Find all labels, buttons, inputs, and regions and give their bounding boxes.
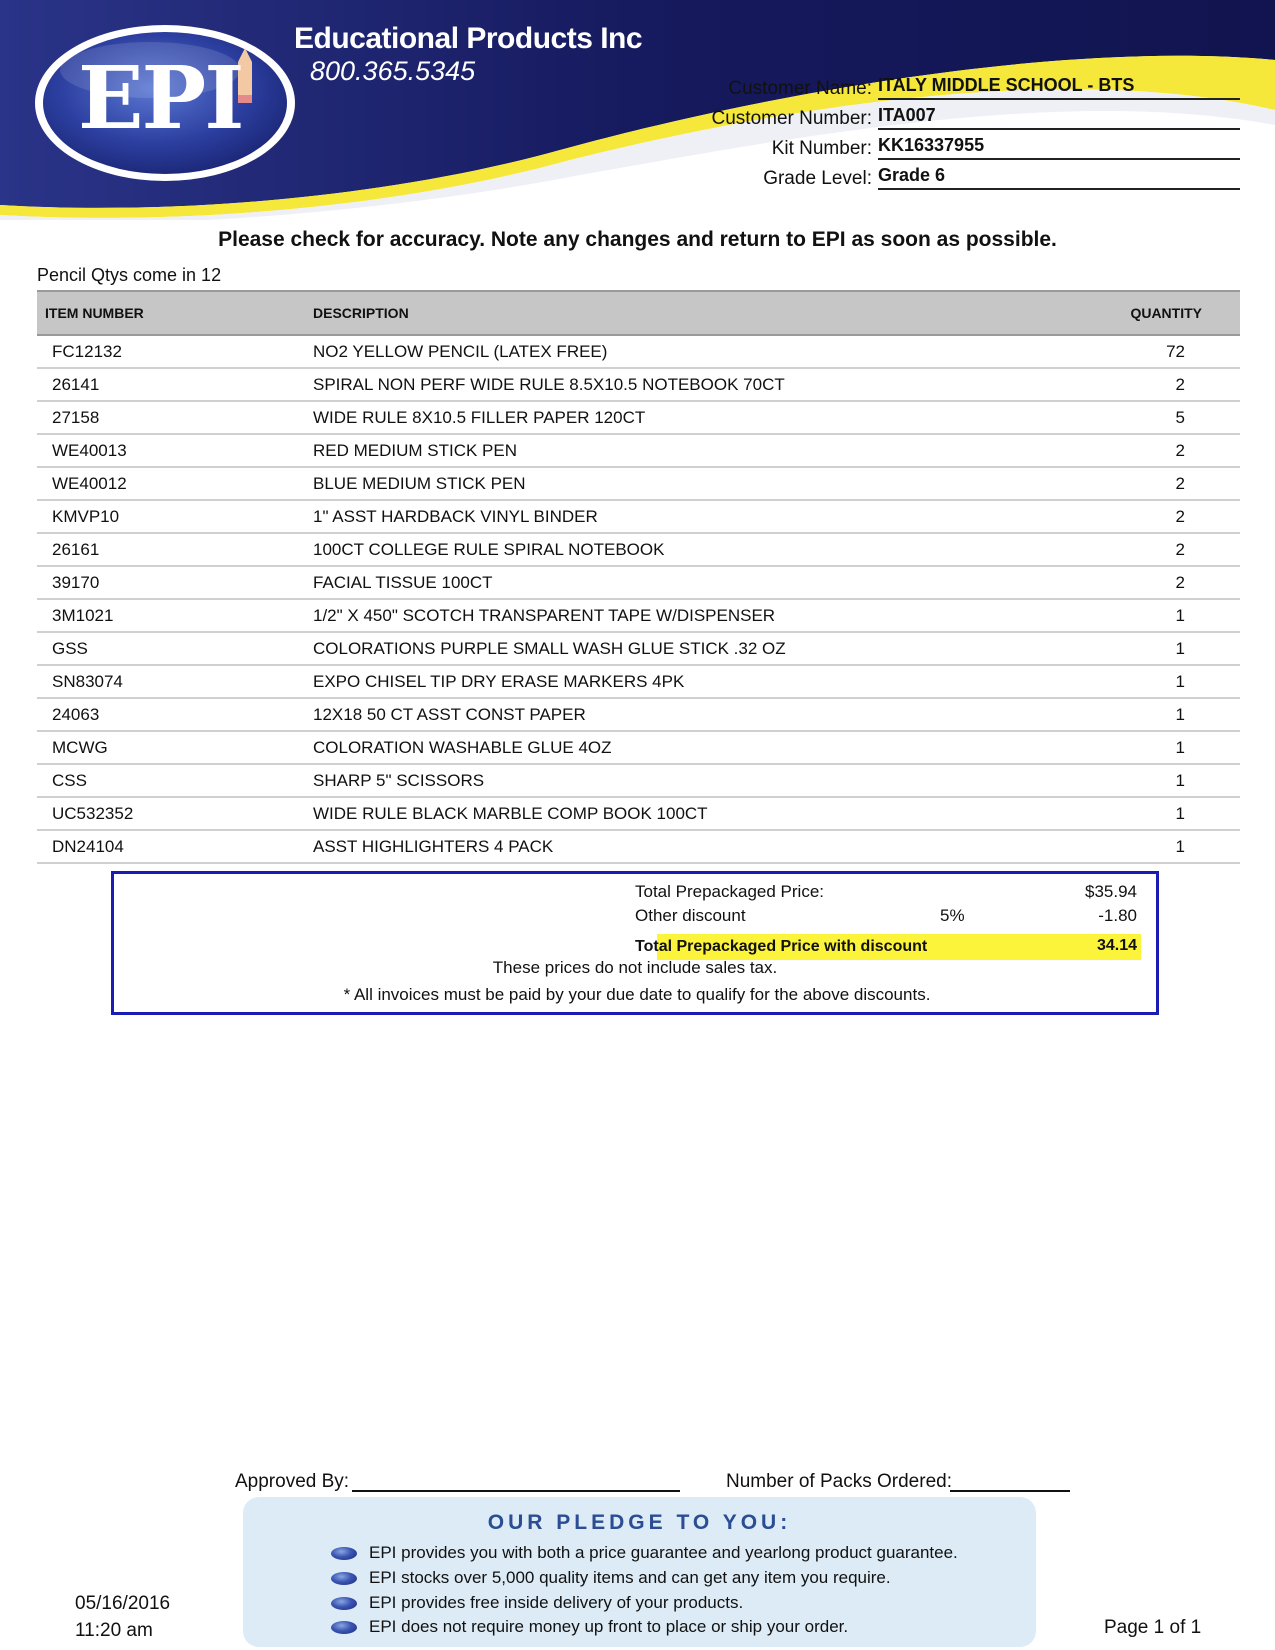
bullet-icon <box>331 1572 357 1585</box>
packs-ordered-label: Number of Packs Ordered: <box>726 1471 952 1492</box>
final-total-label: Total Prepackaged Price with discount <box>635 938 928 955</box>
description-cell: NO2 YELLOW PENCIL (LATEX FREE) <box>313 335 1066 368</box>
pledge-item-text: EPI does not require money up front to place or ship your order. <box>369 1617 849 1636</box>
quantity-cell: 72 <box>1066 335 1240 368</box>
items-table-body <box>37 335 1240 863</box>
bullet-icon <box>331 1621 357 1634</box>
customer-name-row <box>640 70 1240 100</box>
table-row <box>37 434 1240 467</box>
discount-value: -1.80 <box>1098 906 1137 925</box>
grade-level-row <box>640 160 1240 190</box>
quantity-cell: 2 <box>1066 434 1240 467</box>
description-cell: WIDE RULE 8X10.5 FILLER PAPER 120CT <box>313 401 1066 434</box>
item-number-cell: KMVP10 <box>37 500 313 533</box>
item-number-cell: DN24104 <box>37 830 313 863</box>
quantity-cell: 1 <box>1066 764 1240 797</box>
table-row <box>37 500 1240 533</box>
quantity-cell: 1 <box>1066 698 1240 731</box>
quantity-cell: 2 <box>1066 368 1240 401</box>
print-date: 05/16/2016 <box>75 1593 171 1614</box>
item-number-cell: MCWG <box>37 731 313 764</box>
quantity-cell: 1 <box>1066 731 1240 764</box>
table-row <box>37 533 1240 566</box>
header-description: DESCRIPTION <box>313 305 409 321</box>
approved-by-label: Approved By: <box>235 1471 350 1492</box>
item-number-cell: 26161 <box>37 533 313 566</box>
discount-percent: 5% <box>940 906 965 925</box>
discount-label: Other discount <box>635 906 746 925</box>
header-banner <box>0 0 1275 220</box>
table-row <box>37 368 1240 401</box>
print-time: 11:20 am <box>75 1620 153 1641</box>
item-number-cell: 24063 <box>37 698 313 731</box>
description-cell: FACIAL TISSUE 100CT <box>313 566 1066 599</box>
quantity-cell: 2 <box>1066 467 1240 500</box>
kit-number-row <box>640 130 1240 160</box>
items-table <box>37 290 1240 864</box>
pledge-box <box>243 1497 1036 1647</box>
description-cell: 12X18 50 CT ASST CONST PAPER <box>313 698 1066 731</box>
invoice-note: * All invoices must be paid by your due date to qualify for the above discounts. <box>343 985 931 1004</box>
table-row <box>37 764 1240 797</box>
item-number-cell: 39170 <box>37 566 313 599</box>
quantity-cell: 1 <box>1066 599 1240 632</box>
item-number-cell: 3M1021 <box>37 599 313 632</box>
description-cell: BLUE MEDIUM STICK PEN <box>313 467 1066 500</box>
table-row <box>37 698 1240 731</box>
table-header-row <box>37 291 1240 335</box>
customer-number-row <box>640 100 1240 130</box>
accuracy-notice: Please check for accuracy. Note any changes and return to EPI as soon as possible. <box>218 228 1057 251</box>
page-number: Page 1 of 1 <box>1104 1617 1202 1638</box>
quantity-cell: 2 <box>1066 533 1240 566</box>
description-cell: 1" ASST HARDBACK VINYL BINDER <box>313 500 1066 533</box>
customer-number-value: ITA007 <box>878 103 1240 130</box>
description-cell: COLORATIONS PURPLE SMALL WASH GLUE STICK .32 OZ <box>313 632 1066 665</box>
header-item-number: ITEM NUMBER <box>45 305 144 321</box>
item-number-cell: UC532352 <box>37 797 313 830</box>
customer-name-label: Customer Name: <box>728 78 872 99</box>
bullet-icon <box>331 1547 357 1560</box>
final-total-value: 34.14 <box>1096 937 1137 954</box>
table-row <box>37 797 1240 830</box>
logo-text: EPI <box>78 48 243 149</box>
item-number-cell: SN83074 <box>37 665 313 698</box>
table-row <box>37 401 1240 434</box>
table-row <box>37 335 1240 368</box>
quantity-cell: 1 <box>1066 830 1240 863</box>
kit-number-value: KK16337955 <box>878 133 1240 160</box>
table-row <box>37 830 1240 863</box>
description-cell: RED MEDIUM STICK PEN <box>313 434 1066 467</box>
item-number-cell: 26141 <box>37 368 313 401</box>
item-number-cell: FC12132 <box>37 335 313 368</box>
grade-level-label: Grade Level: <box>763 168 872 189</box>
pledge-item <box>331 1593 743 1613</box>
pledge-item-text: EPI provides free inside delivery of your products. <box>369 1593 744 1612</box>
totals-box <box>111 871 1159 1015</box>
pledge-title: OUR PLEDGE TO YOU: <box>487 1511 792 1534</box>
grade-level-value: Grade 6 <box>878 163 1240 190</box>
customer-name-value: ITALY MIDDLE SCHOOL - BTS <box>878 73 1240 100</box>
item-number-cell: 27158 <box>37 401 313 434</box>
description-cell: 100CT COLLEGE RULE SPIRAL NOTEBOOK <box>313 533 1066 566</box>
customer-number-label: Customer Number: <box>711 108 872 129</box>
approved-by-line[interactable] <box>352 1490 680 1492</box>
item-number-cell: GSS <box>37 632 313 665</box>
item-number-cell: WE40012 <box>37 467 313 500</box>
pledge-item <box>331 1543 958 1563</box>
item-number-cell: WE40013 <box>37 434 313 467</box>
table-row <box>37 731 1240 764</box>
table-row <box>37 467 1240 500</box>
kit-number-label: Kit Number: <box>771 138 872 159</box>
print-datetime <box>75 1590 170 1644</box>
customer-info <box>640 70 1240 190</box>
packs-ordered-line[interactable] <box>950 1490 1070 1492</box>
item-number-cell: CSS <box>37 764 313 797</box>
total-price-label: Total Prepackaged Price: <box>635 882 824 901</box>
pledge-item-text: EPI provides you with both a price guarantee and yearlong product guarantee. <box>369 1543 958 1562</box>
description-cell: COLORATION WASHABLE GLUE 4OZ <box>313 731 1066 764</box>
quantity-cell: 1 <box>1066 797 1240 830</box>
header-quantity: QUANTITY <box>1130 305 1202 321</box>
logo <box>78 48 243 149</box>
pledge-item <box>331 1617 848 1637</box>
bullet-icon <box>331 1597 357 1610</box>
quantity-cell: 5 <box>1066 401 1240 434</box>
description-cell: 1/2" X 450" SCOTCH TRANSPARENT TAPE W/DISPENSER <box>313 599 1066 632</box>
description-cell: SPIRAL NON PERF WIDE RULE 8.5X10.5 NOTEBOOK 70CT <box>313 368 1066 401</box>
table-row <box>37 566 1240 599</box>
table-row <box>37 599 1240 632</box>
pencil-note: Pencil Qtys come in 12 <box>37 265 222 285</box>
description-cell: WIDE RULE BLACK MARBLE COMP BOOK 100CT <box>313 797 1066 830</box>
quantity-cell: 2 <box>1066 566 1240 599</box>
description-cell: ASST HIGHLIGHTERS 4 PACK <box>313 830 1066 863</box>
description-cell: EXPO CHISEL TIP DRY ERASE MARKERS 4PK <box>313 665 1066 698</box>
quantity-cell: 2 <box>1066 500 1240 533</box>
pledge-item-text: EPI stocks over 5,000 quality items and can get any item you require. <box>369 1568 891 1587</box>
total-price-value: $35.94 <box>1085 882 1137 901</box>
company-phone: 800.365.5345 <box>310 56 476 86</box>
pledge-item <box>331 1568 891 1588</box>
quantity-cell: 1 <box>1066 632 1240 665</box>
description-cell: SHARP 5" SCISSORS <box>313 764 1066 797</box>
company-name: Educational Products Inc <box>294 22 643 55</box>
quantity-cell: 1 <box>1066 665 1240 698</box>
table-row <box>37 632 1240 665</box>
tax-note: These prices do not include sales tax. <box>492 958 778 977</box>
table-row <box>37 665 1240 698</box>
